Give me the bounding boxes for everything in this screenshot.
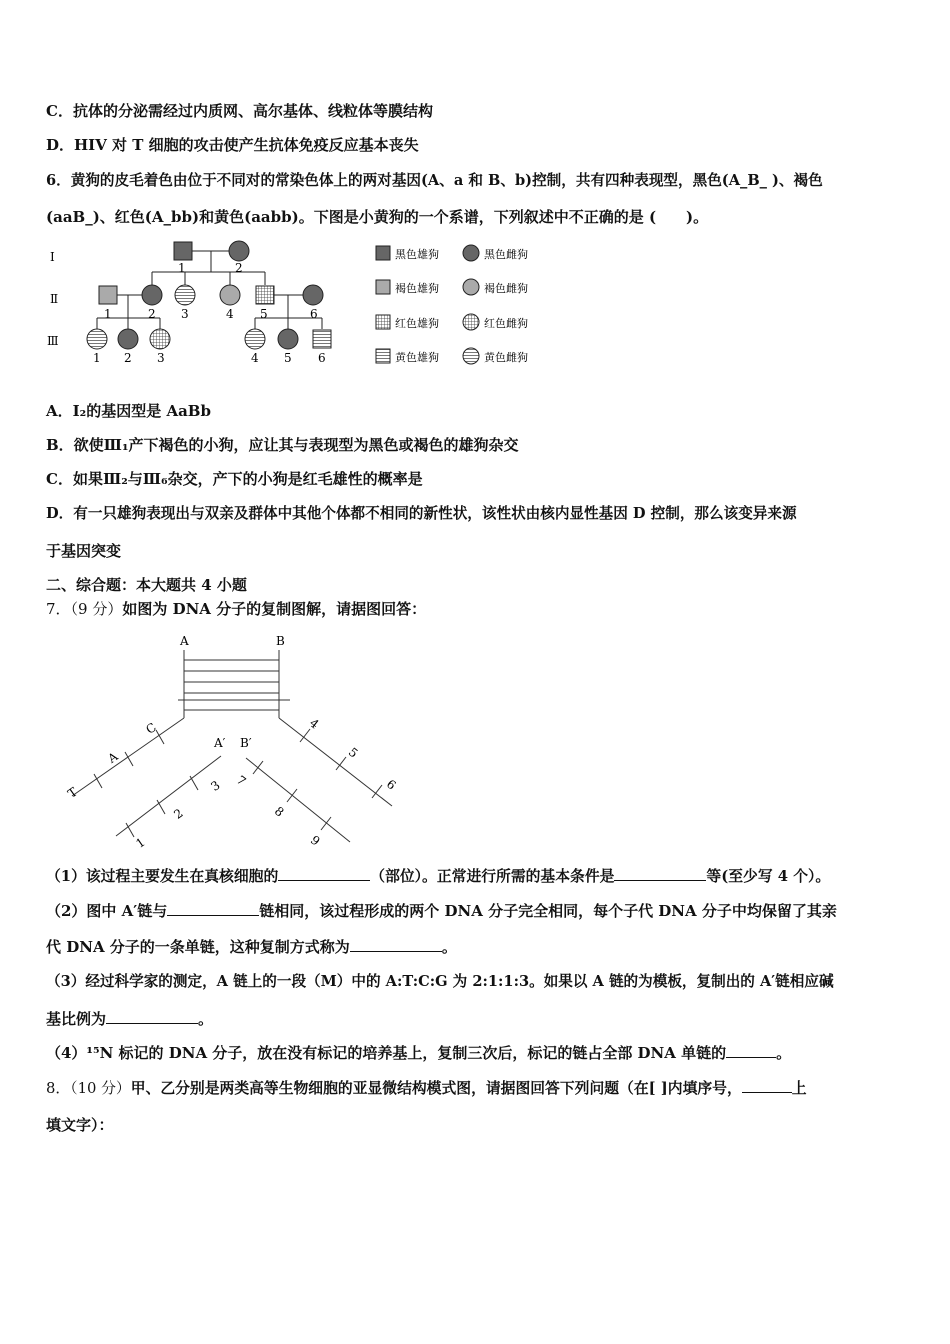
pedigree-II4-brown-female [220, 285, 240, 305]
q7-part3-line1: （3）经过科学家的测定，A 链上的一段（M）中的 A:T:C:G 为 2:1:1:3。如果以 A 链的为模板，复制出的 A′链相应碱 [46, 973, 834, 990]
dna-left-outer-C: C [143, 720, 159, 737]
answer-blank[interactable] [167, 901, 259, 916]
pedigree-III5-black-female [278, 329, 298, 349]
pedigree-num-II2: 2 [148, 307, 156, 321]
q7-score: 7．（9 分） [46, 600, 123, 618]
pedigree-num-II5: 5 [260, 307, 268, 321]
dna-right-outer-4: 4 [306, 715, 322, 732]
q7-part3-b: 基比例为 [46, 1010, 107, 1028]
pedigree-num-II6: 6 [310, 307, 318, 321]
q8-stem-end: 上 [791, 1080, 807, 1097]
dna-label-B-prime: B′ [240, 736, 252, 750]
q6-option-d-line1: D．有一只雄狗表现出与双亲及群体中其他个体都不相同的新性状，该性状由核内显性基因 D 控制，那么该变异来源 [46, 505, 797, 522]
q8-stem-line2: 填文字）： [46, 1116, 114, 1134]
gen-label-1: Ⅰ [50, 250, 55, 264]
section-heading: 二、综合题：本大题共 4 小题 [46, 576, 247, 594]
q7-part1-c: 等(至少写 4 个）。 [706, 868, 831, 885]
q7-part4 [46, 1043, 791, 1063]
pedigree-num-II1: 1 [104, 307, 112, 321]
dna-right-outer-6: 6 [383, 776, 399, 793]
q7-part3-c: 。 [198, 1010, 214, 1028]
q6-stem-line2: (aaB_)、红色(A_bb)和黄色(aabb)。下图是小黄狗的一个系谱，下列叙述中不正确的是 ( )。 [46, 208, 709, 226]
q7-part1-b: （部位）。正常进行所需的基本条件是 [370, 868, 615, 885]
legend-yellow-female-symbol [463, 348, 479, 364]
dna-left-outer-T: T [65, 784, 80, 801]
dna-right-outer-5: 5 [345, 744, 361, 761]
dna-label-A-prime: A′ [214, 736, 226, 750]
q7-part3-line2 [46, 1009, 213, 1029]
pedigree-III3-red-female [150, 329, 170, 349]
q7-part2-d: 。 [441, 938, 457, 956]
q7-part1-a: （1）该过程主要发生在真核细胞的 [46, 868, 279, 885]
legend-red-male: 红色雄狗 [395, 317, 439, 330]
q7-part2-c: 代 DNA 分子的一条单链，这种复制方式称为 [46, 938, 350, 956]
legend-black-female-symbol [463, 245, 479, 261]
dna-right-inner-7: 7 [233, 772, 249, 789]
legend-black-male: 黑色雄狗 [395, 248, 439, 261]
q8-stem-line1 [46, 1078, 807, 1099]
dna-label-A: A [180, 634, 189, 648]
pedigree-num-II3: 3 [181, 307, 189, 321]
q7-stem-text: 如图为 DNA 分子的复制图解，请据图回答： [122, 600, 427, 618]
dna-replication-diagram [72, 650, 392, 842]
answer-blank[interactable] [350, 937, 442, 952]
legend-yellow-female: 黄色雌狗 [484, 351, 528, 364]
pedigree-II3-yellow-female [175, 285, 195, 305]
answer-blank[interactable] [742, 1078, 792, 1093]
dna-right-inner-8: 8 [271, 803, 287, 820]
legend-red-female-symbol [463, 314, 479, 330]
q7-part2-line1 [46, 901, 837, 921]
q7-stem [46, 599, 426, 619]
q7-part4-b: 。 [776, 1044, 792, 1062]
pedigree-num-II4: 4 [226, 307, 234, 321]
legend-black-male-symbol [376, 246, 390, 260]
q5-option-c: C．抗体的分泌需经过内质网、高尔基体、线粒体等膜结构 [46, 102, 433, 120]
pedigree-num-III6: 6 [318, 351, 326, 365]
pedigree-num-I2: 2 [235, 261, 243, 275]
q7-part2-b: 链相同，该过程形成的两个 DNA 分子完全相同，每个子代 DNA 分子中均保留了其亲 [259, 902, 837, 920]
q5-option-d: D．HIV 对 T 细胞的攻击使产生抗体免疫反应基本丧失 [46, 136, 419, 154]
q6-option-c: C．如果Ⅲ₂与Ⅲ₆杂交，产下的小狗是红毛雄性的概率是 [46, 470, 423, 488]
q8-stem-text: 甲、乙分别是两类高等生物细胞的亚显微结构模式图，请据图回答下列问题（在[ ]内填序号， [130, 1080, 742, 1097]
pedigree-II5-red-male [256, 286, 274, 304]
pedigree-I2-black-female [229, 241, 249, 261]
pedigree-num-III1: 1 [93, 351, 101, 365]
q7-part2-a: （2）图中 A′链与 [46, 902, 168, 920]
pedigree-III4-yellow-female [245, 329, 265, 349]
gen-label-3: Ⅲ [47, 334, 59, 348]
q7-part2-line2 [46, 937, 457, 957]
q7-part4-a: （4）¹⁵N 标记的 DNA 分子，放在没有标记的培养基上，复制三次后，标记的链占全部 DNA 单链的 [46, 1044, 727, 1062]
legend-brown-female-symbol [463, 279, 479, 295]
pedigree-num-III5: 5 [284, 351, 292, 365]
answer-blank[interactable] [614, 866, 706, 881]
legend-brown-male-symbol [376, 280, 390, 294]
answer-blank[interactable] [278, 866, 370, 881]
q6-stem-line1: 6．黄狗的皮毛着色由位于不同对的常染色体上的两对基因(A、a 和 B、b)控制，共有四种表现型，黑色(A_B_ )、褐色 [46, 172, 823, 189]
dna-left-inner-2: 2 [171, 805, 186, 822]
dna-right-inner-9: 9 [307, 832, 323, 849]
answer-blank[interactable] [726, 1043, 776, 1058]
legend-red-male-symbol [376, 315, 390, 329]
dna-label-B: B [276, 634, 285, 648]
gen-label-2: Ⅱ [50, 292, 59, 306]
q8-score: 8．（10 分） [46, 1080, 131, 1097]
pedigree-III2-black-female [118, 329, 138, 349]
legend-yellow-male-symbol [376, 349, 390, 363]
dna-left-inner-1: 1 [133, 834, 148, 851]
dna-left-outer-A: A [105, 749, 121, 766]
pedigree-III1-yellow-female [87, 329, 107, 349]
q6-option-b: B．欲使Ⅲ₁产下褐色的小狗，应让其与表现型为黑色或褐色的雄狗杂交 [46, 436, 519, 454]
legend-brown-female: 褐色雌狗 [484, 282, 528, 295]
pedigree-I1-black-male [174, 242, 192, 260]
q6-option-a: A．Ⅰ₂的基因型是 AaBb [46, 402, 211, 420]
pedigree-num-III4: 4 [251, 351, 259, 365]
pedigree-II6-black-female [303, 285, 323, 305]
legend-yellow-male: 黄色雄狗 [395, 351, 439, 364]
legend-brown-male: 褐色雄狗 [395, 282, 439, 295]
pedigree-num-III2: 2 [124, 351, 132, 365]
q6-option-d-line2: 于基因突变 [46, 542, 122, 560]
pedigree-II1-brown-male [99, 286, 117, 304]
pedigree-III6-yellow-male [313, 330, 331, 348]
pedigree-num-I1: 1 [178, 261, 186, 275]
legend-black-female: 黑色雌狗 [484, 248, 528, 261]
pedigree-num-III3: 3 [157, 351, 165, 365]
answer-blank[interactable] [106, 1009, 198, 1024]
q7-part1 [46, 866, 830, 887]
pedigree-II2-black-female [142, 285, 162, 305]
dna-left-inner-3: 3 [208, 777, 223, 794]
legend-red-female: 红色雌狗 [484, 317, 528, 330]
